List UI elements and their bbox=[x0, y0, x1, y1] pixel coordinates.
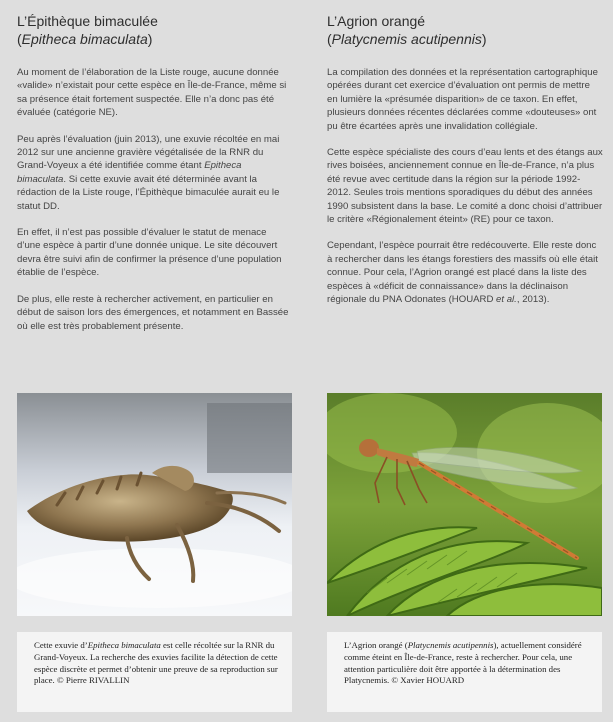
right-subtitle-close: ) bbox=[481, 31, 487, 47]
left-subtitle-species: Epitheca bimaculata bbox=[21, 31, 148, 47]
left-subtitle-close: ) bbox=[147, 31, 153, 47]
right-subtitle bbox=[327, 30, 603, 48]
exuvia-caption bbox=[17, 632, 292, 712]
left-paragraph-4: De plus, elle reste à rechercher activement, en particulier en début de saison lors des émergences, et notamment en Bassée où elle est très probablement présente. bbox=[17, 293, 289, 332]
right-subtitle-open: ( bbox=[327, 31, 332, 47]
damselfly-caption bbox=[327, 632, 602, 712]
damselfly-caption-part-a: L’Agrion orangé ( bbox=[344, 640, 408, 650]
right-p3-etal: et al. bbox=[496, 294, 517, 306]
left-paragraph-2 bbox=[17, 133, 290, 213]
exuvia-illustration bbox=[17, 393, 292, 616]
left-paragraph-3: En effet, il n’est pas possible d’évaluer le statut de menace d’une espèce à partir d’une donnée unique. Le site découvert devra être suivi afin de confirmer la présence d’une population établie de l’espèce. bbox=[17, 227, 282, 279]
right-subtitle-species: Platycnemis acutipennis bbox=[331, 31, 482, 47]
left-article bbox=[17, 0, 290, 346]
left-body bbox=[17, 66, 290, 333]
right-p3-part-b: , 2013). bbox=[516, 294, 550, 306]
exuvia-caption-species: Epitheca bimaculata bbox=[87, 640, 161, 650]
exuvia-photo bbox=[17, 393, 292, 616]
damselfly-caption-species: Platycnemis acutipennis bbox=[407, 640, 494, 650]
right-paragraph-3 bbox=[327, 239, 603, 306]
left-p2-part-b: . Si cette exuvie avait été déterminée avant la rédaction de la Liste rouge, l’Épithèque bimaculée aurait eu le statut DD. bbox=[17, 173, 280, 212]
left-p2-part-a: Peu après l’évaluation (juin 2013), une exuvie récoltée en mai 2012 sur une ancienne gravière végétalisée de la RNR du Grand-Voyeux a été identifiée comme étant bbox=[17, 133, 280, 172]
damselfly-caption-part-b: ), actuellement considéré comme éteint en Île-de-France, reste à rechercher. Pour cela, une attention particulière doit être apportée à la détermination des Platycnemis. © Xavier HOUARD bbox=[344, 640, 582, 686]
right-paragraph-1: La compilation des données et la représentation cartographique opérées durant cet exercice d’évaluation ont permis de mettre en lumière la «présumée disparition» de ce taxon. En effet, plusieurs données récentes déclarées comme «douteuses» ont pu être écartées après une invalidation collégiale. bbox=[327, 67, 598, 132]
exuvia-caption-part-b: est celle récoltée sur la RNR du Grand-Voyeux. La recherche des exuvies facilite la détection de cette espèce discrète et permet d’obtenir une preuve de sa reproduction sur place. © Pierre RIVALLIN bbox=[34, 640, 278, 686]
left-subtitle bbox=[17, 30, 290, 48]
left-paragraph-1: Au moment de l’élaboration de la Liste rouge, aucune donnée «valide» n’existait pour cette espèce en Île-de-France, même si sa présence était fortement suspectée. Elle n’a donc pas été évaluée (catégorie NE). bbox=[17, 67, 287, 119]
left-subtitle-open: ( bbox=[17, 31, 22, 47]
right-paragraph-2: Cette espèce spécialiste des cours d’eau lents et des étangs aux rives boisées, anciennement connue en Île-de-France, n’a plus été revue avec certitude dans la région sur la période 1992-2012. Seules trois mentions sporadiques du début des années 1990 subsistent dans la base. Le comité a donc choisi d’attribuer le critère «Régionalement éteint» (RE) pour ce taxon. bbox=[327, 147, 603, 226]
exuvia-caption-part-a: Cette exuvie d’ bbox=[34, 640, 88, 650]
right-article bbox=[327, 0, 603, 320]
right-body bbox=[327, 66, 603, 307]
right-title: L’Agrion orangé bbox=[327, 13, 426, 29]
damselfly-photo bbox=[327, 393, 602, 616]
left-title: L’Épithèque bimaculée bbox=[17, 13, 158, 29]
right-p3-part-a: Cependant, l’espèce pourrait être redécouverte. Elle reste donc à rechercher dans les étangs forestiers des massifs où elle était connue. Pour cela, l’Agrion orangé est placé dans la liste des espèces à «déficit de connaissance» dans la déclinaison régionale du PNA Odonates (HOUARD bbox=[327, 240, 598, 306]
left-p2-species: Epitheca bimaculata bbox=[17, 160, 242, 185]
damselfly-illustration bbox=[327, 393, 602, 616]
